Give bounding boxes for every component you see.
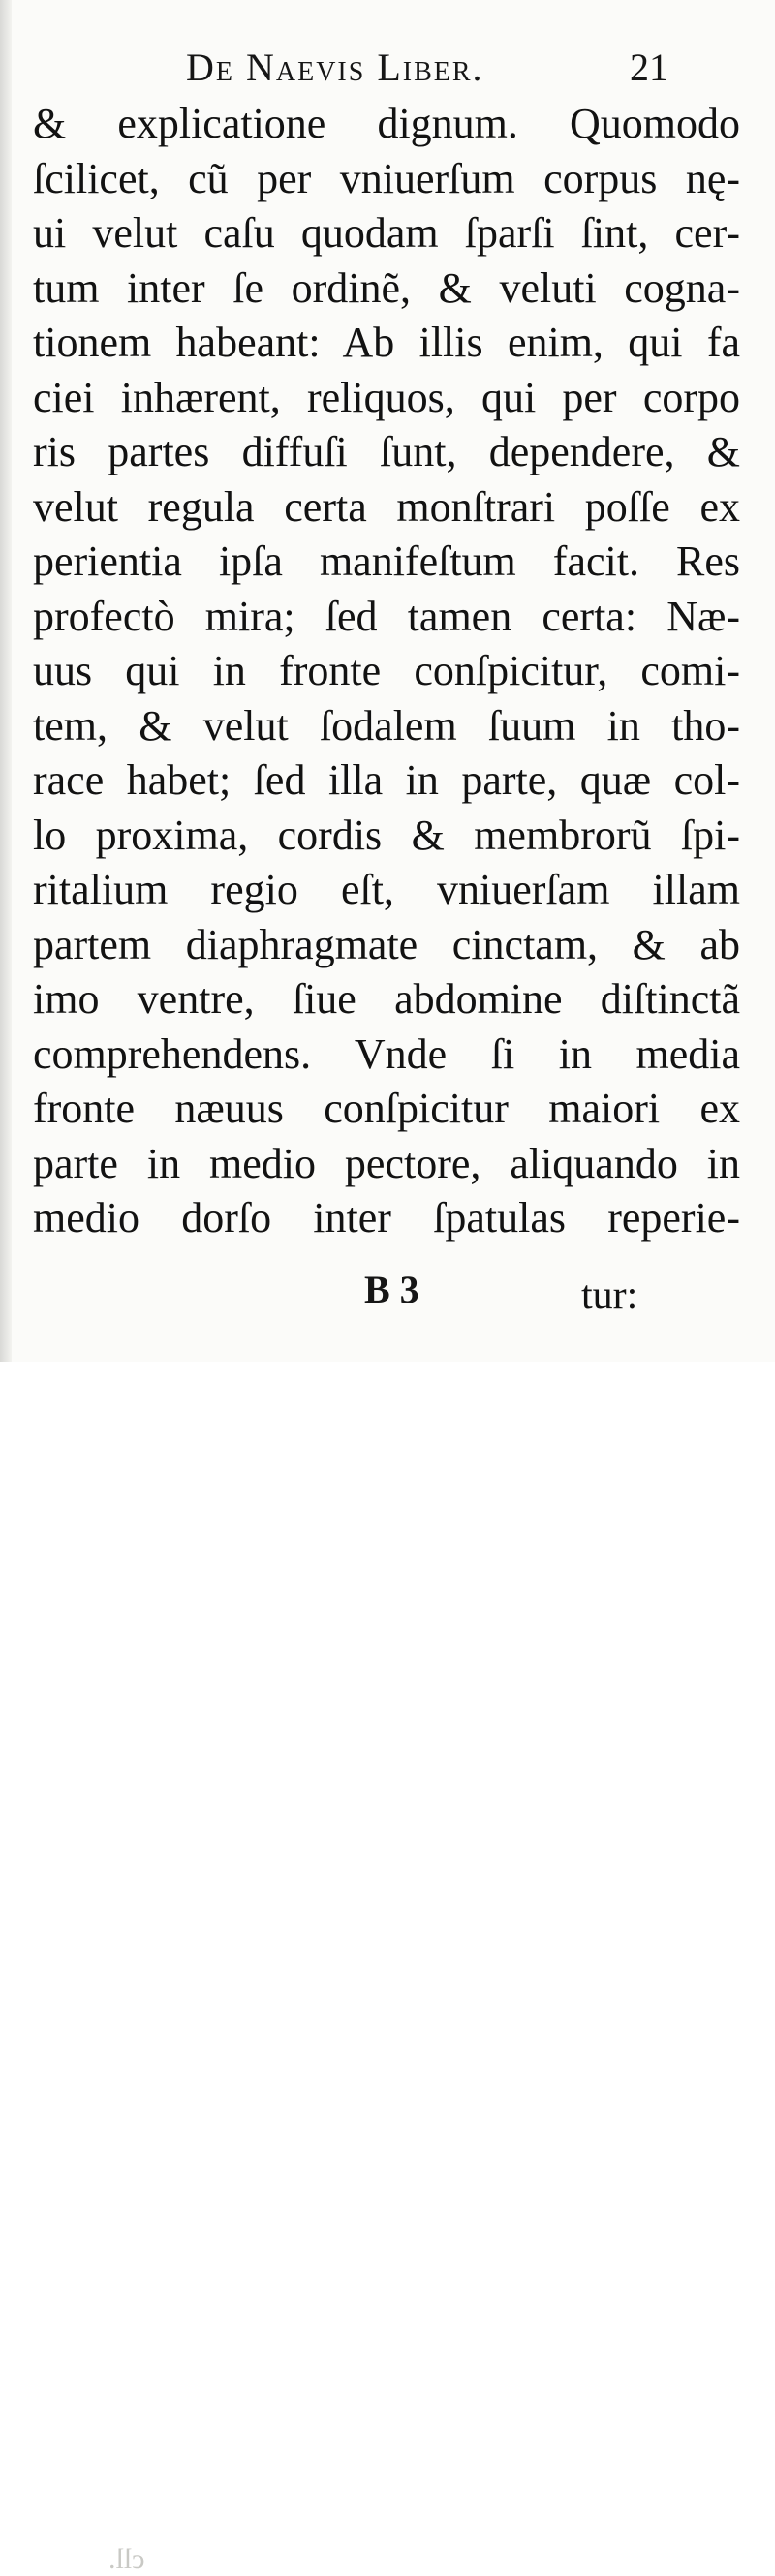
text-line: medio dorſo inter ſpatulas reperie- <box>33 1194 740 1242</box>
page-number: 21 <box>630 46 668 89</box>
page-header <box>0 41 775 99</box>
text-line: perientia ipſa manifeſtum facit. Res <box>33 537 740 585</box>
page-footer <box>0 1267 775 2575</box>
show-through-text: cll. <box>108 2543 145 2575</box>
text-line: ui velut caſu quodam ſparſi ſint, cer- <box>33 209 740 257</box>
text-line: uus qui in fronte conſpicitur, comi- <box>33 647 740 694</box>
text-line: partem diaphragmate cinctam, & ab <box>33 920 740 968</box>
text-line: ciei inhærent, reliquos, qui per corpo <box>33 373 740 421</box>
signature-mark: B 3 <box>364 1268 419 1311</box>
text-line: ritalium regio eſt, vniuerſam illam <box>33 866 740 913</box>
text-line: ſcilicet, cũ per vniuerſum corpus nę- <box>33 154 740 202</box>
catchword: tur: <box>581 1273 638 1318</box>
text-line: comprehendens. Vnde ſi in media <box>33 1029 740 1078</box>
text-line: tum inter ſe ordinẽ, & veluti cogna- <box>33 263 740 312</box>
text-line: velut regula certa monſtrari poſſe ex <box>33 482 740 531</box>
text-line: & explicatione dignum. Quomodo <box>33 100 740 147</box>
page-gutter-edge <box>0 0 12 1362</box>
text-line: race habet; ſed illa in parte, quæ col- <box>33 756 740 804</box>
text-line: tionem habeant: Ab illis enim, qui fa <box>33 319 740 366</box>
text-line: parte in medio pectore, aliquando in <box>33 1139 740 1187</box>
body-text <box>33 97 740 1246</box>
running-title: De Naevis Liber. <box>186 46 484 89</box>
text-line: profectò mira; ſed tamen certa: Næ- <box>33 592 740 640</box>
text-line: fronte næuus conſpicitur maiori ex <box>33 1085 740 1132</box>
text-line: tem, & velut ſodalem ſuum in tho- <box>33 701 740 750</box>
text-line: lo proxima, cordis & membrorũ ſpi- <box>33 811 740 859</box>
text-line: ris partes diffuſi ſunt, dependere, & <box>33 428 740 475</box>
text-line: imo ventre, ſiue abdomine diſtinctã <box>33 975 740 1023</box>
